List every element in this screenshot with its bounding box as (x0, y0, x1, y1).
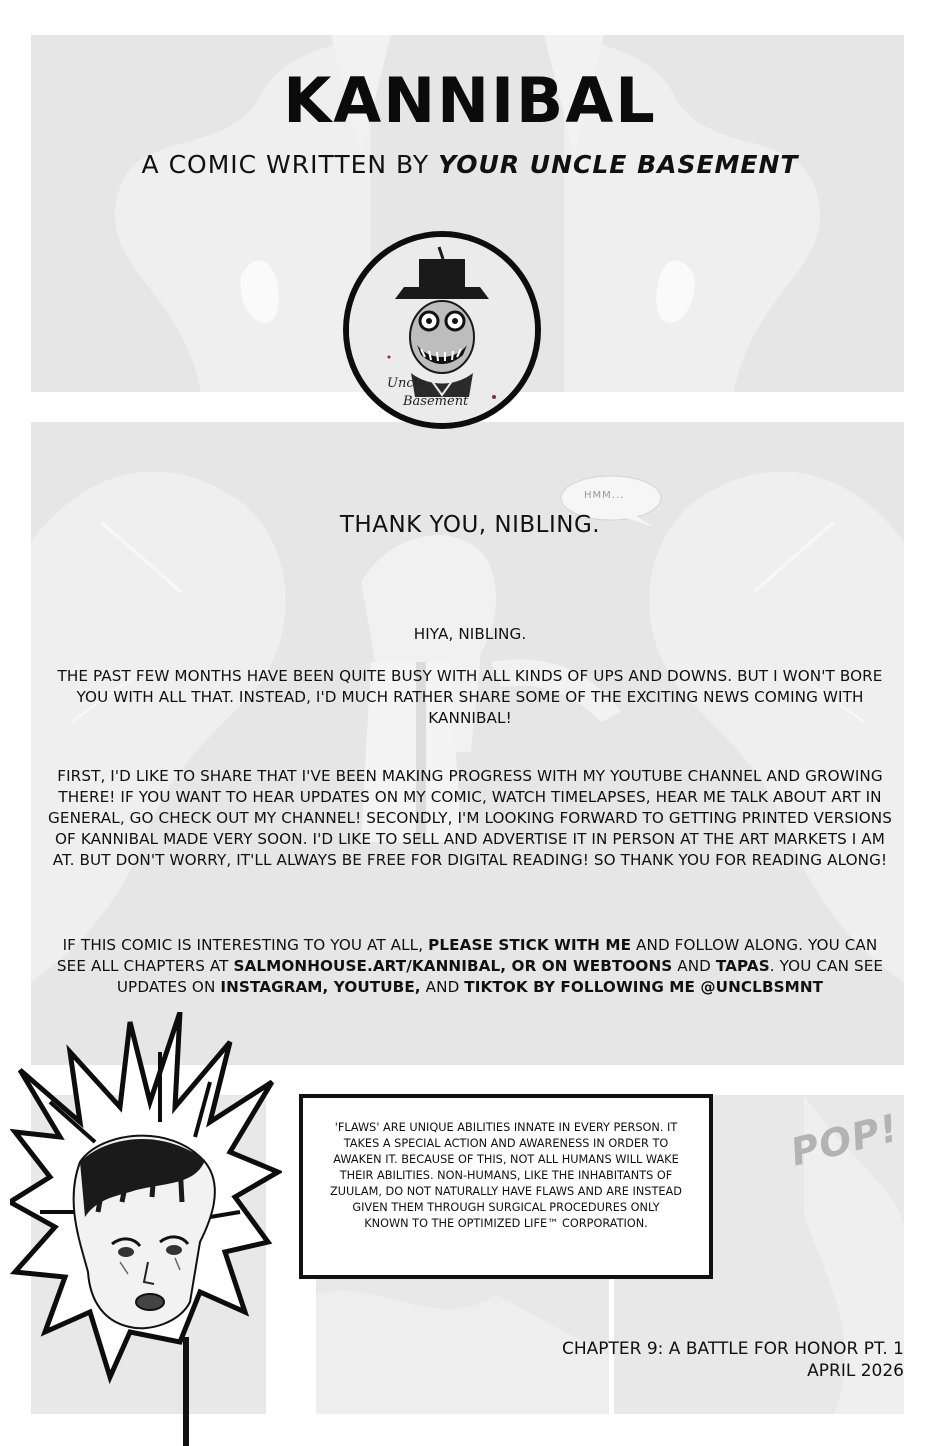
p3-link-tiktok[interactable]: TIKTOK BY FOLLOWING ME @UNCLBSMNT (464, 978, 824, 996)
flaws-caption-text: 'FLAWS' ARE UNIQUE ABILITIES INNATE IN EVERY PERSON. IT TAKES A SPECIAL ACTION AND AWARENESS IN ORDER TO AWAKEN IT. BECAUSE OF THIS, NOT ALL HUMANS WILL WAKE THEIR ABILITIES. NON-HUMANS, LIKE THE INHABITANTS OF ZUULAM, DO NOT NATURALLY HAVE FLAWS AND ARE INSTEAD GIVEN THEM THROUGH SURGICAL PROCEDURES ONLY KNOWN TO THE OPTIMIZED LIFE™ CORPORATION. (330, 1121, 682, 1230)
letter-paragraph-2: FIRST, I'D LIKE TO SHARE THAT I'VE BEEN MAKING PROGRESS WITH MY YOUTUBE CHANNEL AND GROWING THERE! IF YOU WANT TO HEAR UPDATES ON MY COMIC, WATCH TIMELAPSES, HEAR ME TALK ABOUT ART IN GENERAL, GO CHECK OUT MY CHANNEL! SECONDLY, I'M LOOKING FORWARD TO GETTING PRINTED VERSIONS OF KANNIBAL MADE VERY SOON. I'D LIKE TO SELL AND ADVERTISE IT IN PERSON AT THE ART MARKETS I AM AT. BUT DON'T WORRY, IT'LL ALWAYS BE FREE FOR DIGITAL READING! SO THANK YOU FOR READING ALONG! (48, 767, 892, 869)
p3-text-4: . YOU CAN SEE UPDATES ON (116, 957, 884, 996)
flaws-caption-box (299, 1094, 713, 1279)
p3-text-3: AND (672, 957, 716, 975)
sound-effect-pop: POP! (786, 1105, 904, 1175)
author-avatar (343, 231, 541, 429)
chapter-date: APRIL 2026 (807, 1361, 904, 1381)
spiky-haired-character-illustration (10, 1012, 282, 1446)
p3-text-1: IF THIS COMIC IS INTERESTING TO YOU AT ALL, (62, 936, 429, 954)
comic-subtitle (0, 150, 940, 179)
p3-text-2: AND FOLLOW ALONG. YOU CAN SEE ALL CHAPTERS AT (56, 936, 878, 975)
chapter-info (562, 1338, 904, 1382)
author-name: YOUR UNCLE BASEMENT (438, 150, 799, 179)
p3-link-socials[interactable]: INSTAGRAM, YOUTUBE, (220, 978, 421, 996)
p3-link-site[interactable]: SALMONHOUSE.ART/KANNIBAL, OR ON WEBTOONS (233, 957, 673, 975)
signature-basement: Basement (403, 394, 469, 409)
speech-bubble-text: HMM... (584, 490, 625, 501)
letter-paragraph-3 (46, 935, 894, 998)
uncle-basement-sketch (349, 237, 535, 423)
letter-paragraph-1: THE PAST FEW MONTHS HAVE BEEN QUITE BUSY WITH ALL KINDS OF UPS AND DOWNS. BUT I WON'T BORE YOU WITH ALL THAT. INSTEAD, I'D MUCH RATHER SHARE SOME OF THE EXCITING NEWS COMING WITH KANNIBAL! (57, 667, 883, 727)
chapter-title: CHAPTER 9: A BATTLE FOR HONOR PT. 1 (561, 1339, 904, 1359)
letter-greeting: HIYA, NIBLING. (413, 625, 527, 643)
letter-heading: THANK YOU, NIBLING. (339, 512, 601, 538)
p3-link-tapas[interactable]: TAPAS (715, 957, 770, 975)
subtitle-prefix: A COMIC WRITTEN BY (141, 150, 439, 179)
signature-uncle: Uncle (387, 376, 426, 391)
comic-title: KANNIBAL (283, 64, 657, 137)
p3-text-5: AND (420, 978, 465, 996)
p3-emphasis-stick: PLEASE STICK WITH ME (428, 936, 632, 954)
